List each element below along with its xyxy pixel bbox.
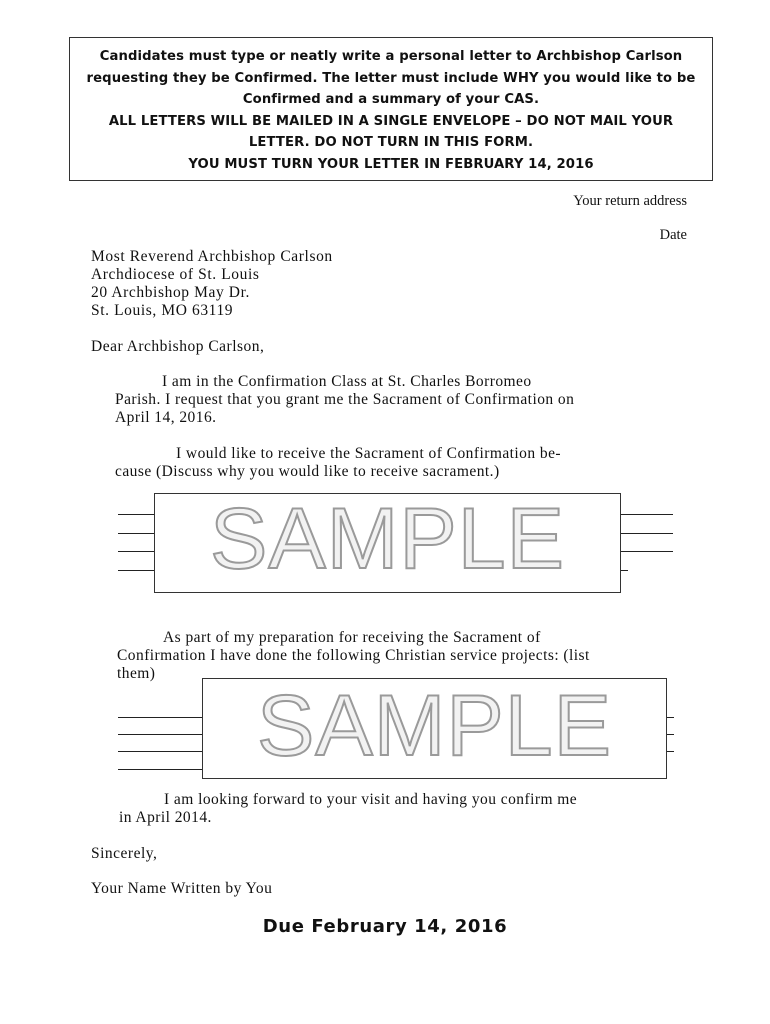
- instruction-line: Confirmed and a summary of your CAS.: [242, 92, 540, 108]
- paragraph-line: in April 2014.: [119, 809, 212, 826]
- recipient-line: Archdiocese of St. Louis: [91, 266, 260, 283]
- paragraph-service: [117, 629, 590, 683]
- paragraph-line: Confirmation I have done the following Christian service projects: (list: [117, 647, 590, 664]
- closing: Sincerely,: [91, 845, 158, 862]
- instruction-line: YOU MUST TURN YOUR LETTER IN FEBRUARY 14, 2016: [188, 156, 594, 172]
- signature: Your Name Written by You: [91, 880, 273, 897]
- sample-watermark: SAMPLE: [210, 493, 565, 587]
- recipient-line: Most Reverend Archbishop Carlson: [91, 248, 333, 265]
- paragraph-line: Parish. I request that you grant me the Sacrament of Confirmation on: [115, 391, 575, 408]
- sample-watermark: SAMPLE: [257, 678, 612, 774]
- return-address: Your return address: [573, 193, 687, 209]
- paragraph-class: [115, 373, 574, 427]
- recipient-address: [91, 248, 333, 320]
- paragraph-line: April 14, 2016.: [115, 409, 217, 426]
- recipient-line: 20 Archbishop May Dr.: [91, 284, 250, 301]
- instruction-line: Candidates must type or neatly write a personal letter to Archbishop Carlson: [99, 49, 683, 64]
- recipient-line: St. Louis, MO 63119: [91, 302, 234, 319]
- paragraph-line: I am looking forward to your visit and having you confirm me: [164, 791, 578, 808]
- salutation: Dear Archbishop Carlson,: [91, 338, 265, 355]
- paragraph-line: them): [117, 665, 156, 682]
- paragraph-line: I would like to receive the Sacrament of Confirmation be-: [176, 445, 562, 462]
- paragraph-line: cause (Discuss why you would like to receive sacrament.): [115, 463, 500, 480]
- instructions-box: [69, 37, 713, 181]
- due-date: Due February 14, 2016: [262, 916, 508, 937]
- service-answer-box[interactable]: [202, 678, 667, 779]
- paragraph-closing: [119, 791, 577, 827]
- instruction-line: ALL LETTERS WILL BE MAILED IN A SINGLE ENVELOPE – DO NOT MAIL YOUR: [108, 113, 674, 129]
- date-field: Date: [659, 227, 687, 243]
- instruction-line: requesting they be Confirmed. The letter must include WHY you would like to be: [86, 70, 696, 86]
- reason-answer-box[interactable]: [154, 493, 621, 593]
- paragraph-line: As part of my preparation for receiving the Sacrament of: [163, 629, 541, 646]
- instruction-line: LETTER. DO NOT TURN IN THIS FORM.: [248, 135, 534, 151]
- paragraph-line: I am in the Confirmation Class at St. Charles Borromeo: [162, 373, 532, 390]
- paragraph-reason: [115, 445, 561, 481]
